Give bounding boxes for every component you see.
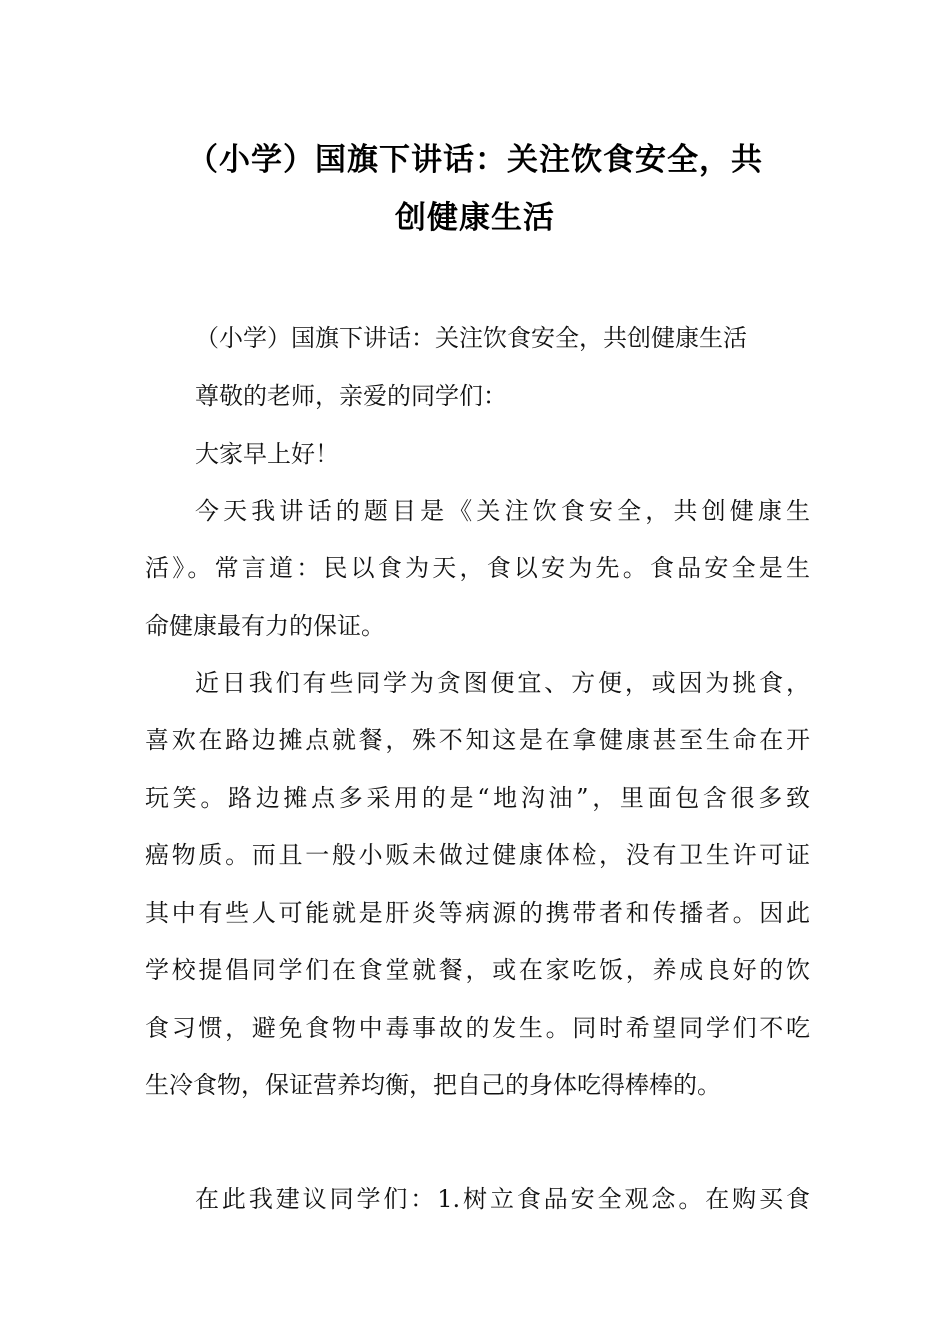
salutation: 尊敬的老师，亲爱的同学们： <box>195 382 507 410</box>
paragraph-2-line: 喜欢在路边摊点就餐，殊不知这是在拿健康甚至生命在开 <box>145 726 810 754</box>
paragraph-2-line: 近日我们有些同学为贪图便宜、方便，或因为挑食， <box>195 669 810 697</box>
greeting: 大家早上好！ <box>195 440 339 468</box>
paragraph-1-line: 今天我讲话的题目是《关注饮食安全，共创健康生 <box>195 497 810 525</box>
paragraph-2-line: 生冷食物，保证营养均衡，把自己的身体吃得棒棒的。 <box>145 1071 721 1099</box>
paragraph-1-line: 命健康最有力的保证。 <box>145 612 385 640</box>
paragraph-2-line: 玩笑。路边摊点多采用的是“地沟油”，里面包含很多致 <box>145 784 810 812</box>
paragraph-2-line: 学校提倡同学们在食堂就餐，或在家吃饭，养成良好的饮 <box>145 956 810 984</box>
document-subtitle: （小学）国旗下讲话：关注饮食安全，共创健康生活 <box>195 324 747 352</box>
paragraph-2-line: 癌物质。而且一般小贩未做过健康体检，没有卫生许可证 <box>145 841 810 869</box>
paragraph-1-line: 活》。常言道：民以食为天，食以安为先。食品安全是生 <box>145 554 810 582</box>
paragraph-2-line: 食习惯，避免食物中毒事故的发生。同时希望同学们不吃 <box>145 1014 810 1042</box>
paragraph-2-line: 其中有些人可能就是肝炎等病源的携带者和传播者。因此 <box>145 899 810 927</box>
paragraph-3-line: 在此我建议同学们：1.树立食品安全观念。在购买食 <box>195 1185 810 1213</box>
document-title-line-2: 创健康生活 <box>395 200 555 236</box>
document-title-line-1: （小学）国旗下讲话：关注饮食安全，共 <box>187 142 763 178</box>
